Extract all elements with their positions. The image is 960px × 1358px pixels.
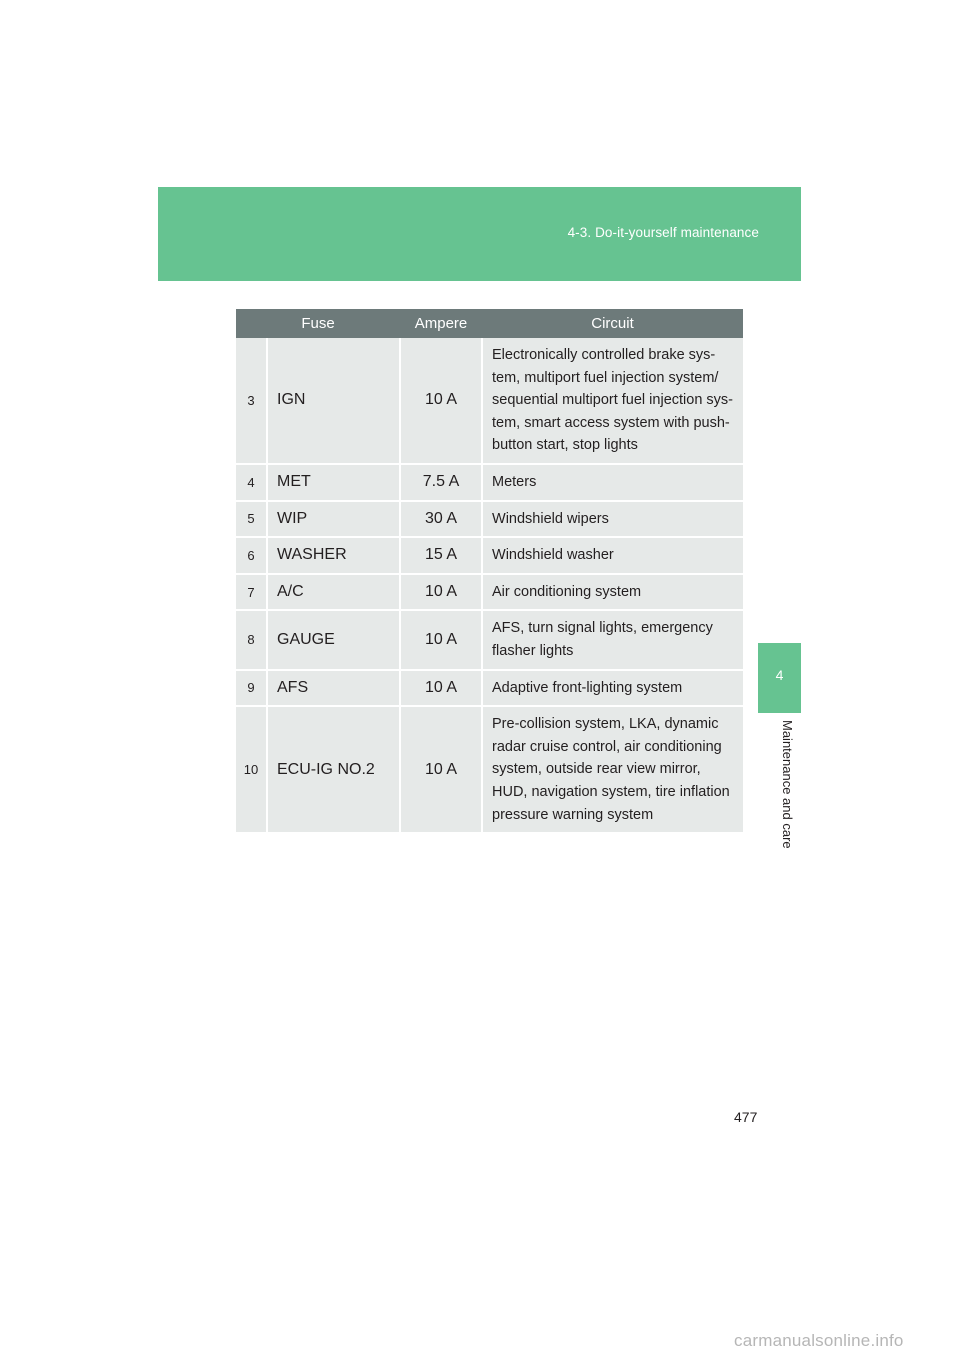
watermark: carmanualsonline.info [734,1331,904,1350]
fuse-number: 3 [236,338,267,464]
fuse-name: AFS [267,670,400,707]
table-row [236,338,743,464]
column-header-circuit: Circuit [482,309,743,338]
fuse-name: WIP [267,501,400,538]
fuse-number: 6 [236,537,267,574]
page-number: 477 [734,1109,758,1125]
fuse-table [236,309,743,834]
table-row [236,670,743,707]
fuse-ampere: 10 A [400,338,482,464]
header-band [158,187,801,281]
fuse-name: ECU-IG NO.2 [267,706,400,833]
fuse-circuit: Pre-collision system, LKA, dynamic radar cruise control, air conditioning system, outside rear view mirror, HUD, navigation system, tire inflation pressure warning system [482,706,743,833]
section-title: 4-3. Do-it-yourself maintenance [567,225,759,240]
fuse-ampere: 30 A [400,501,482,538]
table-row [236,706,743,833]
fuse-circuit: Air conditioning system [482,574,743,611]
table-row [236,501,743,538]
table-row [236,610,743,669]
chapter-tab [758,643,801,713]
fuse-name: IGN [267,338,400,464]
table-row [236,464,743,501]
fuse-name: A/C [267,574,400,611]
fuse-number: 5 [236,501,267,538]
fuse-number: 10 [236,706,267,833]
table-header-row [236,309,743,338]
fuse-number: 7 [236,574,267,611]
fuse-ampere: 10 A [400,706,482,833]
fuse-circuit: Meters [482,464,743,501]
table-row [236,537,743,574]
column-header-fuse: Fuse [236,309,400,338]
fuse-name: GAUGE [267,610,400,669]
fuse-number: 8 [236,610,267,669]
fuse-ampere: 10 A [400,574,482,611]
chapter-label: Maintenance and care [780,720,795,849]
table-body [236,338,743,833]
fuse-name: WASHER [267,537,400,574]
fuse-ampere: 10 A [400,610,482,669]
fuse-ampere: 7.5 A [400,464,482,501]
fuse-ampere: 15 A [400,537,482,574]
chapter-number: 4 [775,667,784,683]
fuse-circuit: Electronically controlled brake sys- tem, multiport fuel injection system/ sequential multiport fuel injection sys- tem, smart access system with push- button start, stop lights [482,338,743,464]
fuse-number: 4 [236,464,267,501]
fuse-name: MET [267,464,400,501]
fuse-circuit: Windshield wipers [482,501,743,538]
fuse-number: 9 [236,670,267,707]
fuse-circuit: Windshield washer [482,537,743,574]
column-header-ampere: Ampere [400,309,482,338]
fuse-ampere: 10 A [400,670,482,707]
table-row [236,574,743,611]
fuse-circuit: Adaptive front-lighting system [482,670,743,707]
fuse-circuit: AFS, turn signal lights, emergency flasher lights [482,610,743,669]
